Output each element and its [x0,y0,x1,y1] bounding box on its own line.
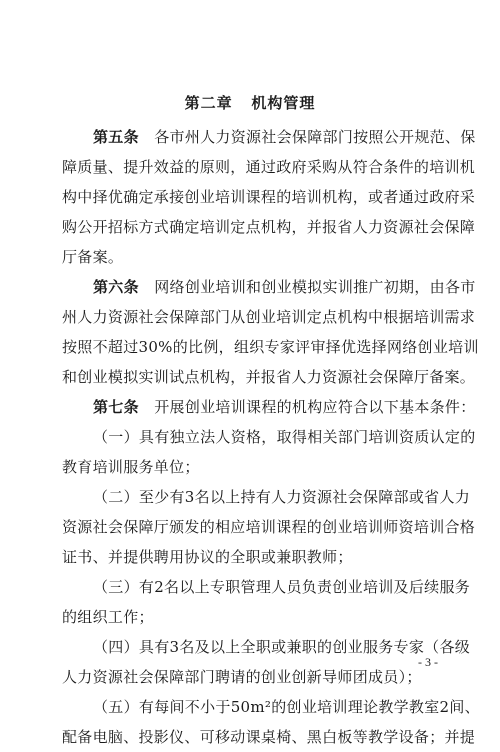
article-5-number: 第五条 [93,128,139,146]
condition-1-line: 教育培训服务单位； [62,458,200,476]
article-6-line: 和创业模拟实训试点机构，并报省人力资源社会保障厅备案。 [62,368,476,386]
body-text [62,122,480,752]
article-6-number: 第六条 [93,278,139,296]
condition-2-line: 证书、并提供聘用协议的全职或兼职教师； [62,548,353,566]
article-5-line: 障质量、提升效益的原则，通过政府采购从符合条件的培训机 [62,158,476,176]
condition-2-line: 资源社会保障厅颁发的相应培训课程的创业培训师资培训合格 [62,518,476,536]
condition-2-line: （二）至少有3名以上持有人力资源社会保障部或省人力 [93,488,471,506]
article-5-line: 构中择优确定承接创业培训课程的培训机构，或者通过政府采 [62,188,476,206]
chapter-title: 第二章 机构管理 [184,94,316,112]
article-5-text: 各市州人力资源社会保障部门按照公开规范、保 [154,128,476,146]
page-number: - 3 - [418,655,438,669]
condition-4-line: （四）具有3名及以上全职或兼职的创业服务专家（各级 [93,638,471,656]
article-6-line: 按照不超过30%的比例，组织专家评审择优选择网络创业培训 [62,338,479,356]
condition-5-line: （五）有每间不小于50m²的创业培训理论教学教室2间、 [93,698,480,716]
article-6-line [62,272,476,302]
article-6-line: 州人力资源社会保障部门从创业培训定点机构中根据培训需求 [62,308,476,326]
condition-3-line: （三）有2名以上专职管理人员负责创业培训及后续服务 [93,578,471,596]
article-7-number: 第七条 [93,398,139,416]
condition-4-line: 人力资源社会保障部门聘请的创业创新导师团成员）； [62,668,422,686]
article-5-line: 购公开招标方式确定培训定点机构，并报省人力资源社会保障 [62,218,476,236]
article-7-text: 开展创业培训课程的机构应符合以下基本条件： [154,398,476,416]
condition-5-line: 配备电脑、投影仪、可移动课桌椅、黑白板等教学设备；并提 [62,728,476,746]
article-7-line [62,392,476,422]
condition-3-line: 的组织工作； [62,608,154,626]
article-6-text: 网络创业培训和创业模拟实训推广初期，由各市 [154,278,476,296]
condition-1-line: （一）具有独立法人资格，取得相关部门培训资质认定的 [93,428,476,446]
article-5-line [62,122,476,152]
article-5-line: 厅备案。 [62,248,124,266]
